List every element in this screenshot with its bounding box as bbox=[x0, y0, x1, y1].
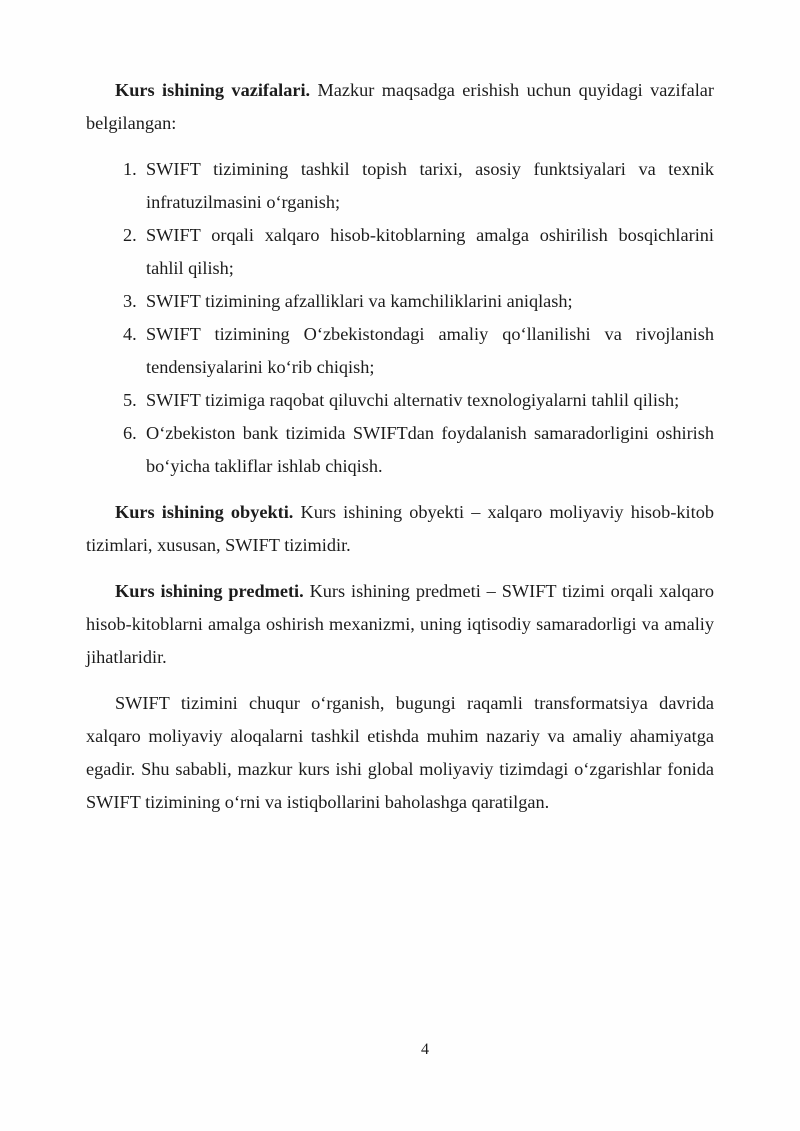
list-item bbox=[86, 384, 714, 417]
paragraph-body: Kurs ishining obyekti – xalqaro moliyaviy hisob-kitob tizimlari, xususan, SWIFT tizimidir. bbox=[86, 502, 714, 555]
paragraph-tasks-intro bbox=[86, 74, 714, 140]
paragraph-lead: Kurs ishining vazifalari. bbox=[115, 80, 311, 100]
list-item-text: SWIFT tizimiga raqobat qiluvchi alternativ texnologiyalarni tahlil qilish; bbox=[146, 390, 680, 410]
paragraph-lead: Kurs ishining obyekti. bbox=[115, 502, 294, 522]
list-item-text: SWIFT orqali xalqaro hisob-kitoblarning amalga oshirilish bosqichlarini tahlil qilish; bbox=[146, 225, 714, 278]
list-item bbox=[86, 153, 714, 219]
paragraph-body: Mazkur maqsadga erishish uchun quyidagi vazifalar belgilangan: bbox=[86, 80, 715, 133]
list-item-text: SWIFT tizimining tashkil topish tarixi, asosiy funktsiyalari va texnik infratuzilmasini o‘rganish; bbox=[146, 159, 714, 212]
page-number: 4 bbox=[421, 1041, 429, 1058]
list-item bbox=[86, 219, 714, 285]
paragraph-body: Kurs ishining predmeti – SWIFT tizimi orqali xalqaro hisob-kitoblarni amalga oshirish mexanizmi, uning iqtisodiy samaradorligi va amaliy jihatlaridir. bbox=[86, 581, 714, 667]
task-list bbox=[86, 153, 714, 483]
list-item bbox=[86, 417, 714, 483]
paragraph-subject bbox=[86, 575, 714, 674]
list-item-text: SWIFT tizimining afzalliklari va kamchiliklarini aniqlash; bbox=[146, 291, 573, 311]
paragraph-conclusion bbox=[86, 687, 714, 819]
paragraph-body: SWIFT tizimini chuqur o‘rganish, bugungi raqamli transformatsiya davrida xalqaro moliyaviy aloqalarni tashkil etishda muhim nazariy va amaliy ahamiyatga egadir. Shu sababli, mazkur kurs ishi global moliyaviy tizimdagi o‘zgarishlar fonida SWIFT tizimining o‘rni va istiqbollarini baholashga qaratilgan. bbox=[86, 693, 714, 812]
list-item-number: 1. bbox=[123, 159, 137, 179]
list-item-text: SWIFT tizimining O‘zbekistondagi amaliy qo‘llanilishi va rivojlanish tendensiyalarini ko‘rib chiqish; bbox=[146, 324, 714, 377]
paragraph-lead: Kurs ishining predmeti. bbox=[115, 581, 304, 601]
page-content bbox=[86, 74, 714, 832]
list-item bbox=[86, 285, 714, 318]
list-item-number: 3. bbox=[123, 291, 137, 311]
list-item-number: 2. bbox=[123, 225, 137, 245]
list-item-number: 5. bbox=[123, 390, 137, 410]
list-item bbox=[86, 318, 714, 384]
list-item-number: 6. bbox=[123, 423, 137, 443]
paragraph-object bbox=[86, 496, 714, 562]
list-item-text: O‘zbekiston bank tizimida SWIFTdan foydalanish samaradorligini oshirish bo‘yicha takliflar ishlab chiqish. bbox=[146, 423, 714, 476]
list-item-number: 4. bbox=[123, 324, 137, 344]
